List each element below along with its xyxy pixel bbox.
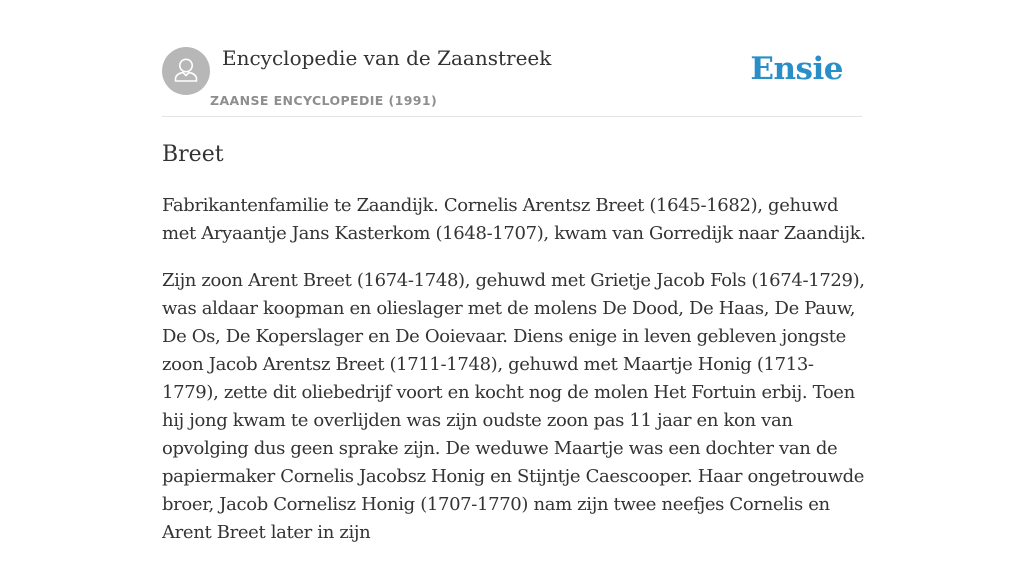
article-paragraph: Zijn zoon Arent Breet (1674-1748), gehuwd met Grietje Jacob Fols (1674-1729), was aldaar koopman en olieslager met de molens De Dood, De Haas, De Pauw, De Os, De Koperslager en De Ooievaar. Diens enige in leven gebleven jongste zoon Jacob Arentsz Breet (1711-1748), gehuwd met Maartje Honig (1713-1779), zette dit oliebedrijf voort en kocht nog de molen Het Fortuin erbij. Toen hij jong kwam te overlijden was zijn oudste zoon pas 11 jaar en kon van opvolging dus geen sprake zijn. De weduwe Maartje was een dochter van de papiermaker Cornelis Jacobsz Honig en Stijntje Caescooper. Haar ongetrouwde broer, Jacob Cornelisz Honig (1707-1770) nam zijn twee neefjes Cornelis en Arent Breet later in zijn — [162, 270, 865, 543]
article-body — [162, 192, 866, 566]
ensie-logo[interactable]: Ensie — [750, 51, 843, 87]
source-title-link[interactable]: Encyclopedie van de Zaanstreek — [222, 46, 552, 70]
source-header — [162, 0, 862, 117]
content-container — [162, 0, 866, 543]
source-subtitle: ZAANSE ENCYCLOPEDIE (1991) — [210, 93, 438, 108]
article-title: Breet — [162, 142, 224, 167]
user-avatar-icon[interactable] — [162, 47, 210, 95]
article-paragraph: Fabrikantenfamilie te Zaandijk. Cornelis Arentsz Breet (1645-1682), gehuwd met Aryaantje Jans Kasterkom (1648-1707), kwam van Gorredijk naar Zaandijk. — [162, 195, 866, 244]
person-outline-icon — [162, 47, 210, 95]
